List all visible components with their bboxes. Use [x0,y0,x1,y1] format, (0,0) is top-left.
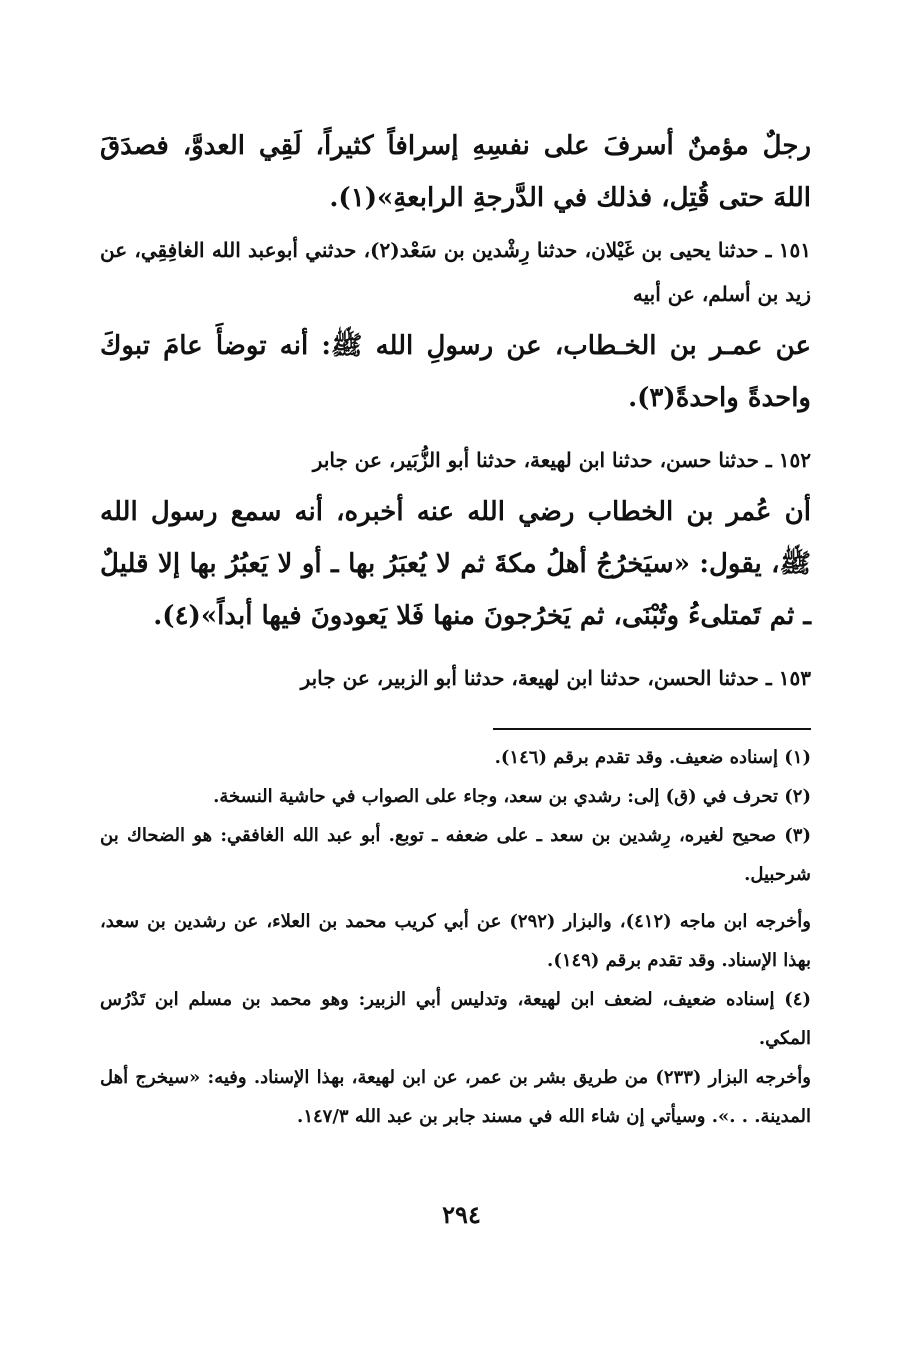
footnotes [100,738,811,1136]
footnote-4: (٤) إسناده ضعيف، لضعف ابن لهيعة، وتدليس أبي الزبير: وهو محمد بن مسلم ابن تَدْرُس المكي. [100,989,811,1049]
footnote-2: (٢) تحرف في (ق) إلى: رشدي بن سعد، وجاء على الصواب في حاشية النسخة. [213,786,811,807]
isnad-hadith-151: ١٥١ ـ حدثنا يحيى بن غَيْلان، حدثنا رِشْدين بن سَعْد(٢)، حدثني أبوعبد الله الغافِقِي، عن زيد بن أسلم، عن أبيه [100,238,812,306]
isnad-hadith-152: ١٥٢ ـ حدثنا حسن، حدثنا ابن لهيعة، حدثنا أبو الزُّبَير، عن جابر [312,448,811,472]
main-text [100,120,811,700]
matn-paragraph-150-end: رجلٌ مؤمنٌ أسرفَ على نفسِهِ إسرافاً كثيراً، لَقِي العدوَّ، فصدَقَ اللهَ حتى قُتِل، فذلك في الدَّرجةِ الرابعةِ»(١). [100,131,811,213]
footnote-1: (١) إسناده ضعيف. وقد تقدم برقم (١٤٦). [494,747,811,768]
matn-hadith-151: عن عمـر بن الخـطاب، عن رسولِ الله ﷺ: أنه توضأَ عامَ تبوكَ واحدةً واحدةً(٣). [100,331,811,413]
footnote-3-continuation: وأخرجه ابن ماجه (٤١٢)، والبزار (٢٩٢) عن أبي كريب محمد بن العلاء، عن رشدين بن سعد، بهذا الإسناد. وقد تقدم برقم (١٤٩). [100,911,811,971]
footnote-4-continuation: وأخرجه البزار (٢٣٣) من طريق بشر بن عمر، عن ابن لهيعة، بهذا الإسناد. وفيه: «سيخرج أهل المدينة. . .». وسيأتي إن شاء الله في مسند جابر بن عبد الله ١٤٧/٣. [100,1067,811,1127]
matn-hadith-152: أن عُمر بن الخطاب رضي الله عنه أخبره، أنه سمع رسول الله ﷺ، يقول: «سيَخرُجُ أهلُ مكةَ ثم لا يُعبَرُ بها ـ أو لا يَعبُرُ بها إلا قليلٌ ـ ثم تَمتلىءُ وتُبْنَى، ثم يَخرُجونَ منها فَلا يَعودونَ فيها أبداً»(٤). [100,497,811,631]
footnote-divider [493,728,811,730]
isnad-hadith-153: ١٥٣ ـ حدثنا الحسن، حدثنا ابن لهيعة، حدثنا أبو الزبير، عن جابر [300,666,811,690]
footnote-3: (٣) صحيح لغيره، رِشدين بن سعد ـ على ضعفه ـ توبع. أبو عبد الله الغافقي: هو الضحاك بن شرحبيل. [100,825,811,885]
page-number: ٢٩٤ [442,1200,481,1229]
